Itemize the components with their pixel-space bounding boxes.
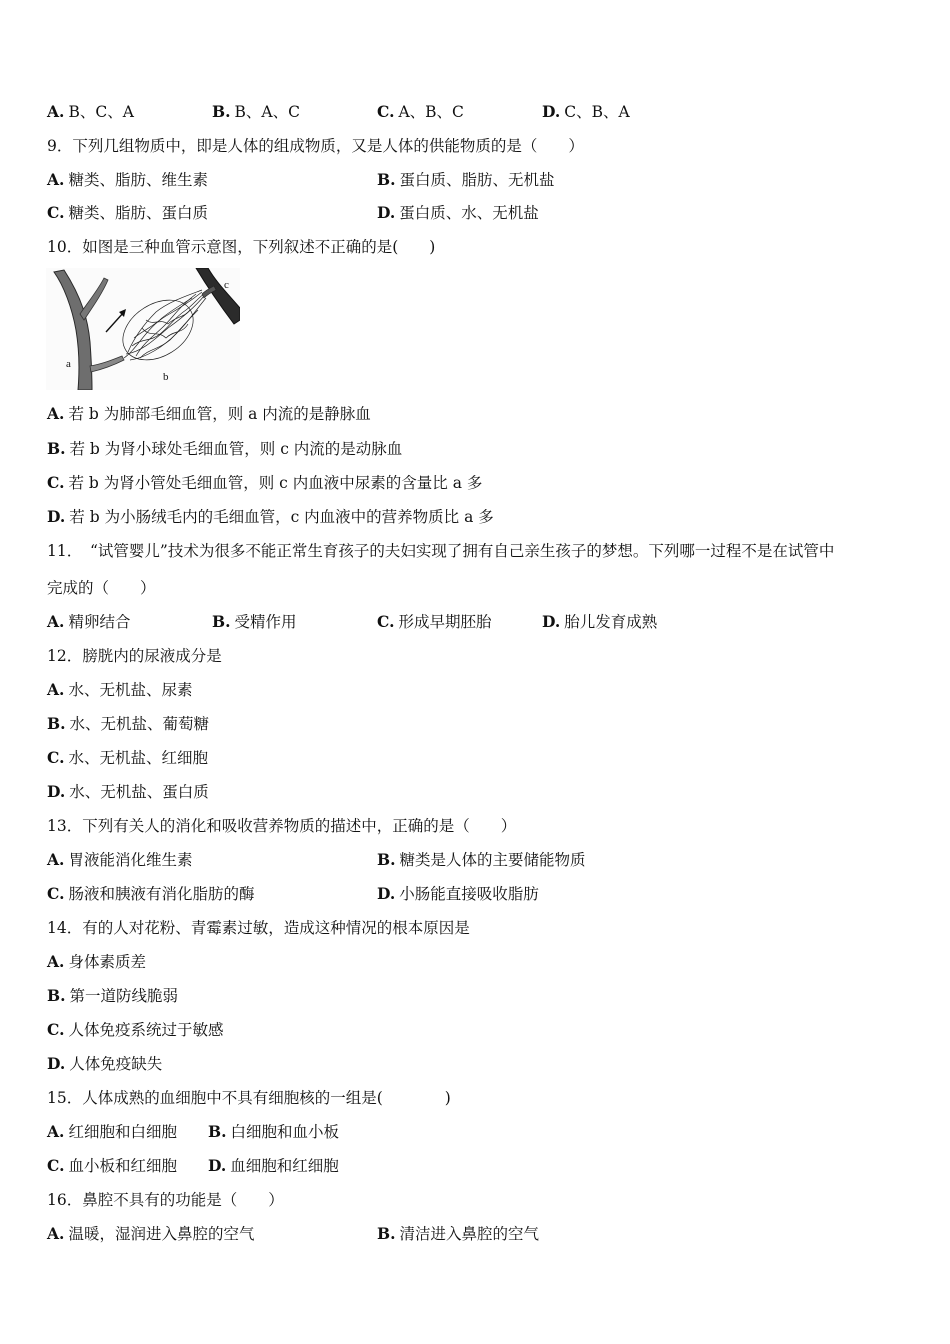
q13-option-d xyxy=(377,884,539,904)
q16-option-a xyxy=(47,1224,254,1244)
q10-option-b xyxy=(47,439,402,459)
q11-option-b xyxy=(212,612,297,632)
q9-option-a xyxy=(47,170,208,190)
option-text: 蛋白质、水、无机盐 xyxy=(399,204,539,222)
option-text: 胃液能消化维生素 xyxy=(68,851,193,869)
option-key: D. xyxy=(47,782,66,801)
option-key: D. xyxy=(208,1156,227,1175)
q12-option-c xyxy=(47,748,208,768)
option-key: B. xyxy=(47,986,66,1005)
option-key: C. xyxy=(47,473,65,492)
option-text: 血小板和红细胞 xyxy=(68,1157,177,1175)
q11-option-c xyxy=(377,612,491,632)
option-key: B. xyxy=(377,170,396,189)
option-key: D. xyxy=(377,884,396,903)
label-b: b xyxy=(163,371,169,383)
option-key: D. xyxy=(542,102,561,121)
option-key: A. xyxy=(47,404,65,423)
option-text: B、A、C xyxy=(234,103,300,121)
option-text: B、C、A xyxy=(68,103,134,121)
option-key: A. xyxy=(47,612,65,631)
option-key: B. xyxy=(377,1224,396,1243)
q15-option-b xyxy=(208,1122,339,1142)
option-text: 精卵结合 xyxy=(68,613,131,631)
q12-option-d xyxy=(47,782,209,802)
label-c: c xyxy=(224,279,229,291)
q8-option-b xyxy=(212,102,300,122)
label-a: a xyxy=(66,358,71,370)
option-key: B. xyxy=(47,714,66,733)
option-key: C. xyxy=(377,612,395,631)
option-text: 白细胞和血小板 xyxy=(230,1123,340,1141)
option-text: 若 b 为肾小管处毛细血管，则 c 内血液中尿素的含量比 a 多 xyxy=(68,474,483,492)
blood-vessel-diagram xyxy=(46,268,240,390)
q12-option-b xyxy=(47,714,209,734)
q10-option-c xyxy=(47,473,482,493)
option-text: 小肠能直接吸收脂肪 xyxy=(399,885,539,903)
option-key: B. xyxy=(212,612,231,631)
option-key: D. xyxy=(47,1054,66,1073)
option-key: D. xyxy=(542,612,561,631)
option-key: D. xyxy=(377,203,396,222)
q12-option-a xyxy=(47,680,192,700)
q14-option-a xyxy=(47,952,146,972)
option-text: 水、无机盐、尿素 xyxy=(68,681,193,699)
q8-option-a xyxy=(47,102,134,122)
option-key: C. xyxy=(47,1156,65,1175)
option-key: A. xyxy=(47,1122,65,1141)
option-text: 糖类是人体的主要储能物质 xyxy=(399,851,586,869)
q11-option-a xyxy=(47,612,130,632)
option-text: 胎儿发育成熟 xyxy=(564,613,658,631)
option-text: 若 b 为肺部毛细血管，则 a 内流的是静脉血 xyxy=(68,405,371,423)
option-text: 糖类、脂肪、维生素 xyxy=(68,171,208,189)
option-key: B. xyxy=(47,439,66,458)
option-text: 血细胞和红细胞 xyxy=(230,1157,339,1175)
q11-option-d xyxy=(542,612,657,632)
option-text: 形成早期胚胎 xyxy=(398,613,492,631)
option-text: 清洁进入鼻腔的空气 xyxy=(399,1225,540,1243)
option-key: B. xyxy=(208,1122,227,1141)
option-key: C. xyxy=(47,884,65,903)
option-key: B. xyxy=(212,102,231,121)
q9-option-c xyxy=(47,203,208,223)
q8-option-c xyxy=(377,102,464,122)
option-text: 糖类、脂肪、蛋白质 xyxy=(68,204,208,222)
option-text: A、B、C xyxy=(398,103,464,121)
q13-option-a xyxy=(47,850,192,870)
option-key: A. xyxy=(47,680,65,699)
q10-option-a xyxy=(47,404,371,424)
q10-option-d xyxy=(47,507,494,527)
option-key: C. xyxy=(47,203,65,222)
option-key: A. xyxy=(47,1224,65,1243)
q15-option-c xyxy=(47,1156,177,1176)
option-key: A. xyxy=(47,952,65,971)
q13-option-b xyxy=(377,850,586,870)
option-text: 受精作用 xyxy=(234,613,297,631)
q9-option-d xyxy=(377,203,539,223)
q14-option-b xyxy=(47,986,178,1006)
option-key: C. xyxy=(47,1020,65,1039)
q14-stem: 14．有的人对花粉、青霉素过敏，造成这种情况的根本原因是 xyxy=(47,919,470,937)
option-text: 若 b 为小肠绒毛内的毛细血管，c 内血液中的营养物质比 a 多 xyxy=(69,508,494,526)
q16-stem: 16．鼻腔不具有的功能是（ ） xyxy=(47,1191,284,1209)
q14-option-c xyxy=(47,1020,223,1040)
q9-stem: 9．下列几组物质中，即是人体的组成物质，又是人体的供能物质的是（ ） xyxy=(47,137,584,155)
q12-stem: 12．膀胱内的尿液成分是 xyxy=(47,647,222,665)
q15-option-a xyxy=(47,1122,177,1142)
option-key: C. xyxy=(377,102,395,121)
option-text: 人体免疫系统过于敏感 xyxy=(68,1021,224,1039)
q16-option-b xyxy=(377,1224,539,1244)
option-text: C、B、A xyxy=(564,103,630,121)
option-text: 水、无机盐、蛋白质 xyxy=(69,783,209,801)
q9-option-b xyxy=(377,170,555,190)
option-key: A. xyxy=(47,102,65,121)
option-key: A. xyxy=(47,170,65,189)
option-text: 身体素质差 xyxy=(68,953,146,971)
option-key: C. xyxy=(47,748,65,767)
option-text: 若 b 为肾小球处毛细血管，则 c 内流的是动脉血 xyxy=(69,440,403,458)
q13-option-c xyxy=(47,884,254,904)
option-text: 水、无机盐、葡萄糖 xyxy=(69,715,210,733)
q15-option-d xyxy=(208,1156,339,1176)
q13-stem: 13．下列有关人的消化和吸收营养物质的描述中，正确的是（ ） xyxy=(47,817,517,835)
option-text: 人体免疫缺失 xyxy=(69,1055,163,1073)
option-text: 蛋白质、脂肪、无机盐 xyxy=(399,171,555,189)
q15-stem: 15．人体成熟的血细胞中不具有细胞核的一组是( ) xyxy=(47,1089,451,1107)
q11-stem-line2: 完成的（ ） xyxy=(47,579,156,597)
option-text: 第一道防线脆弱 xyxy=(69,987,179,1005)
option-text: 温暖，湿润进入鼻腔的空气 xyxy=(68,1225,255,1243)
option-text: 肠液和胰液有消化脂肪的酶 xyxy=(68,885,255,903)
option-key: D. xyxy=(47,507,66,526)
q8-option-d xyxy=(542,102,630,122)
q11-stem-line1: 11． “试管婴儿”技术为很多不能正常生育孩子的夫妇实现了拥有自己亲生孩子的梦想。下列哪一过程不是在试管中 xyxy=(47,542,835,560)
option-key: A. xyxy=(47,850,65,869)
q14-option-d xyxy=(47,1054,162,1074)
q10-stem: 10．如图是三种血管示意图，下列叙述不正确的是( ) xyxy=(47,238,436,256)
option-text: 红细胞和白细胞 xyxy=(68,1123,177,1141)
option-key: B. xyxy=(377,850,396,869)
option-text: 水、无机盐、红细胞 xyxy=(68,749,208,767)
